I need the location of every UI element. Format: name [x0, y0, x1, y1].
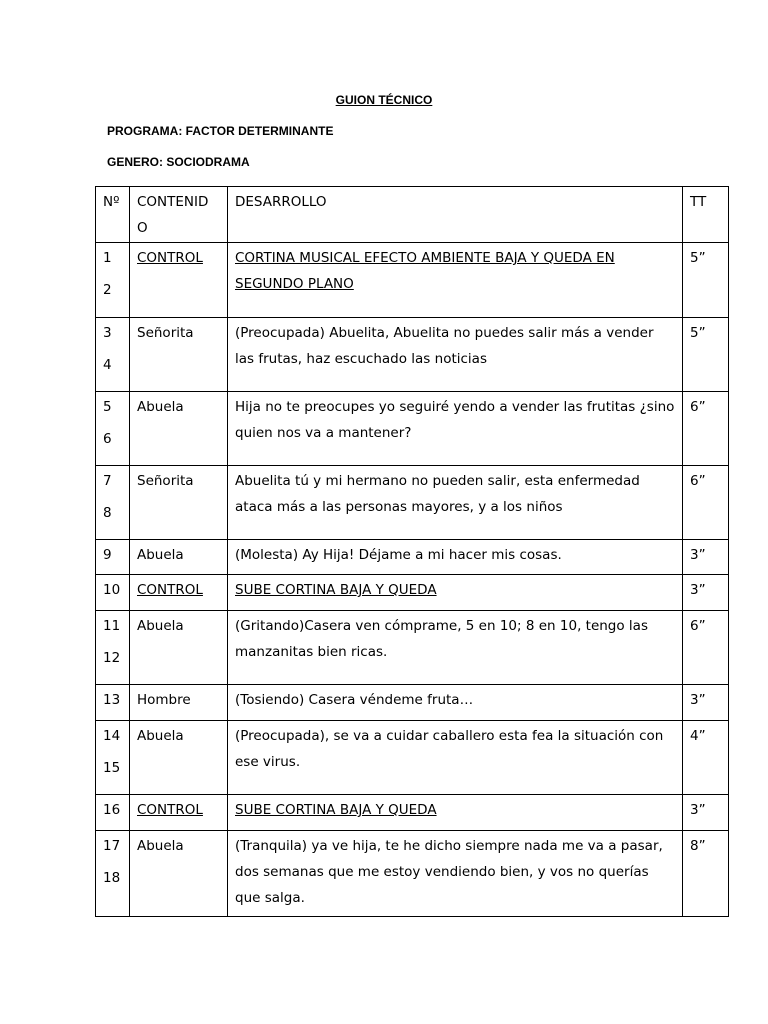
tt-cell: 6”	[683, 611, 729, 685]
desarrollo-cell: (Preocupada) Abuelita, Abuelita no puedes salir más a vender las frutas, haz escuchado las noticias	[228, 318, 683, 392]
line-number: 17	[103, 838, 121, 854]
table-row	[96, 318, 729, 392]
tt-cell: 8”	[683, 831, 729, 917]
header-num: Nº	[96, 187, 130, 243]
table-row	[96, 831, 729, 917]
line-number: 9	[103, 547, 112, 563]
desarrollo-cell: (Gritando)Casera ven cómprame, 5 en 10; 8 en 10, tengo las manzanitas bien ricas.	[228, 611, 683, 685]
tt-cell: 5”	[683, 318, 729, 392]
row-number-cell	[96, 685, 130, 721]
row-number-cell	[96, 243, 130, 318]
contenido-cell: Abuela	[130, 831, 228, 917]
desarrollo-cell: (Tosiendo) Casera véndeme fruta…	[228, 685, 683, 721]
contenido-cell: Abuela	[130, 611, 228, 685]
contenido-cell: CONTROL	[130, 795, 228, 831]
contenido-cell: Señorita	[130, 318, 228, 392]
contenido-cell: Hombre	[130, 685, 228, 721]
table-row	[96, 795, 729, 831]
header-contenido: CONTENID O	[130, 187, 228, 243]
line-number: 15	[103, 760, 121, 776]
line-number: 3	[103, 325, 112, 341]
line-number: 16	[103, 802, 121, 818]
script-table	[95, 186, 729, 917]
contenido-cell: Abuela	[130, 392, 228, 466]
contenido-cell: Abuela	[130, 540, 228, 575]
row-number-cell	[96, 575, 130, 611]
desarrollo-cell: SUBE CORTINA BAJA Y QUEDA	[228, 575, 683, 611]
header-tt: TT	[683, 187, 729, 243]
desarrollo-cell: (Molesta) Ay Hija! Déjame a mi hacer mis cosas.	[228, 540, 683, 575]
tt-cell: 3”	[683, 540, 729, 575]
desarrollo-cell: SUBE CORTINA BAJA Y QUEDA	[228, 795, 683, 831]
line-number: 4	[103, 357, 112, 373]
line-number: 13	[103, 692, 121, 708]
header-desarrollo: DESARROLLO	[228, 187, 683, 243]
line-number: 10	[103, 582, 121, 598]
row-number-cell	[96, 721, 130, 795]
desarrollo-cell: (Tranquila) ya ve hija, te he dicho siempre nada me va a pasar, dos semanas que me estoy vendiendo bien, y vos no querías que salga.	[228, 831, 683, 917]
table-row	[96, 540, 729, 575]
table-row	[96, 243, 729, 318]
row-number-cell	[96, 318, 130, 392]
programa-label: PROGRAMA: FACTOR DETERMINANTE	[107, 124, 334, 138]
line-number: 11	[103, 618, 121, 634]
line-number: 12	[103, 650, 121, 666]
table-row	[96, 611, 729, 685]
line-number: 6	[103, 431, 112, 447]
row-number-cell	[96, 540, 130, 575]
contenido-cell: Abuela	[130, 721, 228, 795]
line-number: 5	[103, 399, 112, 415]
contenido-cell: Señorita	[130, 466, 228, 540]
tt-cell: 5”	[683, 243, 729, 318]
contenido-cell: CONTROL	[130, 243, 228, 318]
row-number-cell	[96, 611, 130, 685]
tt-cell: 3”	[683, 575, 729, 611]
table-row	[96, 685, 729, 721]
line-number: 2	[103, 282, 112, 298]
document-title: GUION TÉCNICO	[335, 93, 433, 107]
line-number: 8	[103, 505, 112, 521]
table-row	[96, 466, 729, 540]
tt-cell: 3”	[683, 795, 729, 831]
row-number-cell	[96, 831, 130, 917]
line-number: 14	[103, 728, 121, 744]
table-row	[96, 392, 729, 466]
row-number-cell	[96, 392, 130, 466]
row-number-cell	[96, 795, 130, 831]
table-row	[96, 721, 729, 795]
desarrollo-cell: (Preocupada), se va a cuidar caballero esta fea la situación con ese virus.	[228, 721, 683, 795]
desarrollo-cell: Hija no te preocupes yo seguiré yendo a vender las frutitas ¿sino quien nos va a mantener?	[228, 392, 683, 466]
desarrollo-cell: CORTINA MUSICAL EFECTO AMBIENTE BAJA Y QUEDA EN SEGUNDO PLANO	[228, 243, 683, 318]
tt-cell: 3”	[683, 685, 729, 721]
row-number-cell	[96, 466, 130, 540]
line-number: 7	[103, 473, 112, 489]
tt-cell: 4”	[683, 721, 729, 795]
desarrollo-cell: Abuelita tú y mi hermano no pueden salir, esta enfermedad ataca más a las personas mayores, y a los niños	[228, 466, 683, 540]
contenido-cell: CONTROL	[130, 575, 228, 611]
line-number: 18	[103, 870, 121, 886]
line-number: 1	[103, 250, 112, 266]
table-header-row	[96, 187, 729, 243]
tt-cell: 6”	[683, 392, 729, 466]
table-row	[96, 575, 729, 611]
tt-cell: 6”	[683, 466, 729, 540]
genero-label: GENERO: SOCIODRAMA	[107, 155, 250, 169]
